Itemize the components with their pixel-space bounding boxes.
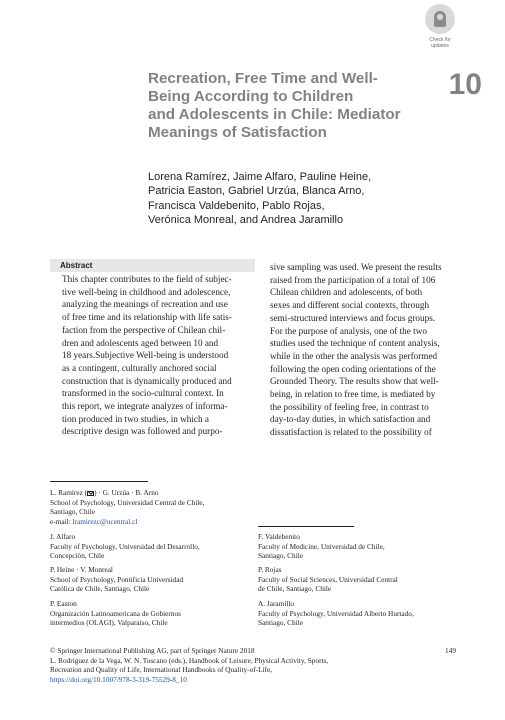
- chapter-title-line: Being According to Children: [148, 88, 354, 105]
- abstract-line: this report, we integrate analyzes of informa-: [62, 401, 228, 412]
- author-line: Lorena Ramírez, Jaime Alfaro, Pauline Heine,: [148, 171, 372, 183]
- affiliation-line: Santiago, Chile: [50, 507, 95, 517]
- affiliation-corresponding: [50, 488, 250, 526]
- chapter-title: [148, 70, 413, 142]
- email-label: e-mail:: [50, 516, 73, 526]
- abstract-line: semi-structured interviews and focus groups.: [270, 312, 436, 323]
- affiliation: [258, 565, 458, 594]
- footnote-divider: [258, 526, 354, 527]
- author-line: Francisca Valdebenito, Pablo Rojas,: [148, 199, 325, 212]
- badge-line-1: Check for: [429, 37, 451, 43]
- affiliation-line: Organización Latinoamericana de Gobiernos: [50, 608, 181, 618]
- abstract-line: faction from the perspective of Chilean chil-: [62, 324, 226, 335]
- abstract-line: sexes and different social contexts, through: [270, 300, 430, 311]
- abstract-line: This chapter contributes to the field of subjec-: [62, 274, 232, 284]
- abstract-line: while in the other the analysis was performed: [270, 350, 438, 361]
- abstract-line: dren and adolescents aged between 10 and: [62, 337, 219, 348]
- abstract-line: analyzing the meanings of recreation and use: [62, 299, 228, 310]
- affiliation-name: P. Heine · V. Monreal: [50, 565, 113, 574]
- author-line: Patricia Easton, Gabriel Urzúa, Blanca Arno,: [148, 185, 365, 198]
- affiliation-names: ) · G. Urzúa · B. Arno: [94, 488, 159, 497]
- abstract-line: Grounded Theory. The results show that well-: [270, 376, 439, 387]
- abstract-line: of free time and its relationship with life satis-: [62, 312, 232, 323]
- doi-link[interactable]: https://doi.org/10.1007/978-3-319-75529-8_10: [50, 674, 187, 684]
- affiliation: [50, 532, 250, 561]
- page-number: 149: [445, 646, 456, 655]
- abstract-line: tion produced in two studies, in which a: [62, 413, 209, 424]
- chapter-number: 10: [448, 68, 482, 101]
- affiliation-name: A. Jaramillo: [258, 599, 295, 608]
- abstract-line: raised from the participation of a total of 106: [270, 274, 436, 285]
- abstract-line: construction that is dynamically produced and: [62, 375, 232, 386]
- citation-line: L. Rodriguez de la Vega, W. N. Toscano (eds.), Handbook of Leisure, Physical Activity, Sports,: [50, 655, 329, 665]
- affiliation-name: F. Valdebenito: [258, 532, 300, 541]
- affiliation-line: intermedios (OLAGI), Valparaíso, Chile: [50, 618, 168, 628]
- footnote-divider: [50, 481, 148, 482]
- abstract-line: tive well-being in childhood and adolescence,: [62, 286, 231, 297]
- affiliation-line: Concepción, Chile: [50, 551, 105, 561]
- affiliation-line: Faculty of Psychology, Universidad Alberto Hurtado,: [258, 608, 414, 618]
- affiliation-line: Faculty of Psychology, Universidad del Desarrollo,: [50, 541, 200, 551]
- affiliation-name: P. Rojas: [258, 565, 282, 574]
- affiliation: [50, 565, 250, 594]
- abstract-line: following the open coding orientations of the: [270, 363, 436, 374]
- affiliation-names: L. Ramírez (: [50, 488, 88, 497]
- affiliation-name: P. Easton: [50, 599, 77, 608]
- affiliation: [50, 599, 250, 628]
- affiliation-line: Santiago, Chile: [258, 551, 303, 561]
- abstract-line: descriptive design was followed and purpo-: [62, 426, 223, 437]
- affiliation-line: Faculty of Medicine, Universidad de Chile,: [258, 541, 385, 551]
- badge-line-2: updates: [431, 43, 449, 49]
- abstract-text-right-column: [270, 261, 455, 439]
- affiliation-line: School of Psychology, Pontificia Universidad: [50, 574, 184, 584]
- abstract-line: For the purpose of analysis, one of the two: [270, 325, 427, 336]
- affiliation: [258, 532, 458, 561]
- author-line: Verónica Monreal, and Andrea Jaramillo: [148, 213, 344, 226]
- envelope-icon[interactable]: [87, 491, 94, 496]
- citation-line: Recreation and Quality of Life, International Handbooks of Quality-of-Life,: [50, 665, 273, 675]
- chapter-title-line: Meanings of Satisfaction: [148, 124, 327, 141]
- abstract-heading: Abstract: [50, 259, 255, 272]
- abstract-line: 18 years.Subjective Well-being is understood: [62, 350, 229, 361]
- affiliation-line: de Chile, Santiago, Chile: [258, 584, 332, 594]
- chapter-title-line: Recreation, Free Time and Well-: [148, 70, 378, 87]
- affiliation-line: School of Psychology, Universidad Central de Chile,: [50, 497, 205, 507]
- abstract-line: being, in relation to free time, is mediated by: [270, 389, 436, 400]
- abstract-line: Chilean children and adolescents, of both: [270, 287, 423, 298]
- affiliation-name: J. Alfaro: [50, 532, 76, 541]
- affiliation-line: Santiago, Chile: [258, 618, 303, 628]
- check-for-updates-icon: [425, 4, 455, 34]
- affiliation-line: Católica de Chile, Santiago, Chile: [50, 584, 150, 594]
- abstract-line: studies used the technique of content analysis,: [270, 338, 440, 349]
- affiliation: [258, 599, 458, 628]
- abstract-line: the possibility of feeling free, in contrast to: [270, 401, 429, 412]
- chapter-title-line: and Adolescents in Chile: Mediator: [148, 106, 401, 123]
- abstract-line: dissatisfaction is related to the possibility of: [270, 427, 432, 438]
- author-list: [148, 170, 438, 227]
- abstract-line: day-to-day duties, in which satisfaction and: [270, 414, 431, 425]
- copyright-line: © Springer International Publishing AG, part of Springer Nature 2018: [50, 646, 255, 655]
- affiliation-line: Faculty of Social Sciences, Universidad Central: [258, 574, 398, 584]
- copyright-block: [50, 646, 440, 684]
- abstract-text-left-column: [62, 273, 256, 438]
- email-link[interactable]: lramirezc@ucentral.cl: [72, 516, 138, 526]
- abstract-line: transformed in the socio-cultural context. In: [62, 388, 224, 399]
- abstract-line: as a contingent, culturally anchored social: [62, 362, 217, 373]
- abstract-line: sive sampling was used. We present the results: [270, 262, 442, 272]
- check-for-updates-badge[interactable]: [421, 4, 459, 52]
